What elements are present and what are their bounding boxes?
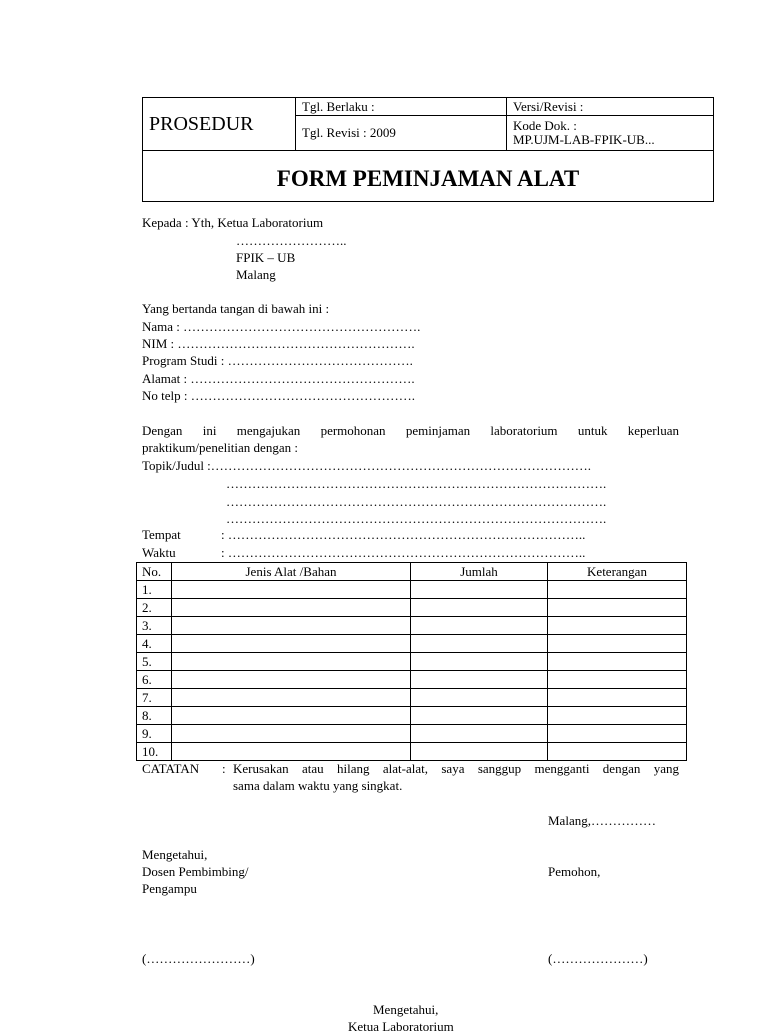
signature-left: (……………………) xyxy=(142,951,255,966)
catatan-label: CATATAN xyxy=(142,761,200,776)
keterangan-cell xyxy=(548,743,687,761)
row-number: 4. xyxy=(137,635,172,653)
mengetahui-2-label: Mengetahui, xyxy=(373,1002,439,1017)
row-number: 7. xyxy=(137,689,172,707)
keterangan-cell xyxy=(548,617,687,635)
col-header-jenis: Jenis Alat /Bahan xyxy=(172,563,411,581)
nim-field: NIM : ………………………………………………. xyxy=(142,336,415,351)
jenis-cell xyxy=(172,725,411,743)
table-row xyxy=(137,689,687,707)
table-row xyxy=(137,707,687,725)
place-date: Malang,…………… xyxy=(548,813,656,828)
jumlah-cell xyxy=(411,689,548,707)
keterangan-cell xyxy=(548,725,687,743)
waktu-label: Waktu xyxy=(142,545,176,560)
row-number: 3. xyxy=(137,617,172,635)
jenis-cell xyxy=(172,671,411,689)
table-row xyxy=(137,617,687,635)
table-row xyxy=(137,653,687,671)
topik-dots-1: ……………………………………………………………………………. xyxy=(226,476,607,491)
nama-field: Nama : ………………………………………………. xyxy=(142,319,421,334)
address-line-3: Malang xyxy=(236,267,276,282)
address-line-1: …………………….. xyxy=(236,233,347,248)
keterangan-cell xyxy=(548,707,687,725)
keterangan-cell xyxy=(548,635,687,653)
col-header-keterangan: Keterangan xyxy=(548,563,687,581)
ketua-label: Ketua Laboratorium xyxy=(348,1019,454,1034)
row-number: 9. xyxy=(137,725,172,743)
catatan-colon: : xyxy=(222,761,226,776)
catatan-line-1: Kerusakan atau hilang alat-alat, saya sanggup mengganti dengan yang xyxy=(233,761,679,776)
row-number: 6. xyxy=(137,671,172,689)
prosedur-label: PROSEDUR xyxy=(143,98,296,151)
jumlah-cell xyxy=(411,581,548,599)
signature-right: (…………………) xyxy=(548,951,648,966)
jenis-cell xyxy=(172,707,411,725)
table-row xyxy=(137,725,687,743)
table-row xyxy=(137,671,687,689)
tempat-label: Tempat xyxy=(142,527,181,542)
row-number: 2. xyxy=(137,599,172,617)
jenis-cell xyxy=(172,689,411,707)
kode-dok-label: Kode Dok. : xyxy=(513,118,577,133)
kode-dok-value: MP.UJM-LAB-FPIK-UB... xyxy=(513,132,655,147)
topik-field: Topik/Judul :……………………………………………………………………………. xyxy=(142,458,592,473)
keterangan-cell xyxy=(548,599,687,617)
request-paragraph-line-1: Dengan ini mengajukan permohonan peminjaman laboratorium untuk keperluan xyxy=(142,423,679,438)
jumlah-cell xyxy=(411,617,548,635)
jumlah-cell xyxy=(411,743,548,761)
jumlah-cell xyxy=(411,725,548,743)
jenis-cell xyxy=(172,743,411,761)
jenis-cell xyxy=(172,599,411,617)
jenis-cell xyxy=(172,653,411,671)
jenis-cell xyxy=(172,635,411,653)
jumlah-cell xyxy=(411,599,548,617)
mengetahui-label: Mengetahui, xyxy=(142,847,208,862)
jumlah-cell xyxy=(411,653,548,671)
jenis-cell xyxy=(172,581,411,599)
kode-dok xyxy=(507,116,714,151)
table-row xyxy=(137,635,687,653)
items-table xyxy=(136,562,687,761)
address-line-2: FPIK – UB xyxy=(236,250,296,265)
dosen-label-line-1: Dosen Pembimbing/ xyxy=(142,864,249,879)
pemohon-label: Pemohon, xyxy=(548,864,601,879)
row-number: 5. xyxy=(137,653,172,671)
col-header-no: No. xyxy=(137,563,172,581)
form-title: FORM PEMINJAMAN ALAT xyxy=(143,151,714,202)
telp-field: No telp : ……………………………………………. xyxy=(142,388,415,403)
keterangan-cell xyxy=(548,689,687,707)
topik-dots-2: ……………………………………………………………………………. xyxy=(226,494,607,509)
tgl-revisi: Tgl. Revisi : 2009 xyxy=(296,116,507,151)
jumlah-cell xyxy=(411,635,548,653)
jenis-cell xyxy=(172,617,411,635)
table-row xyxy=(137,581,687,599)
waktu-value: : ……………………………………………………………………….. xyxy=(221,545,586,560)
items-table-header xyxy=(137,563,687,581)
request-paragraph-line-2: praktikum/penelitian dengan : xyxy=(142,440,298,455)
jumlah-cell xyxy=(411,707,548,725)
alamat-field: Alamat : ……………………………………………. xyxy=(142,371,415,386)
keterangan-cell xyxy=(548,581,687,599)
table-row xyxy=(137,743,687,761)
row-number: 1. xyxy=(137,581,172,599)
row-number: 10. xyxy=(137,743,172,761)
kepada-line: Kepada : Yth, Ketua Laboratorium xyxy=(142,215,324,230)
jumlah-cell xyxy=(411,671,548,689)
tempat-value: : ……………………………………………………………………….. xyxy=(221,527,586,542)
keterangan-cell xyxy=(548,671,687,689)
header-table xyxy=(142,97,714,202)
dosen-label-line-2: Pengampu xyxy=(142,881,197,896)
identity-intro: Yang bertanda tangan di bawah ini : xyxy=(142,301,330,316)
catatan-line-2: sama dalam waktu yang singkat. xyxy=(233,778,403,793)
prodi-field: Program Studi : ……………………………………. xyxy=(142,353,413,368)
table-row xyxy=(137,599,687,617)
topik-dots-3: ……………………………………………………………………………. xyxy=(226,511,607,526)
versi-revisi: Versi/Revisi : xyxy=(507,98,714,116)
tgl-berlaku: Tgl. Berlaku : xyxy=(296,98,507,116)
col-header-jumlah: Jumlah xyxy=(411,563,548,581)
keterangan-cell xyxy=(548,653,687,671)
row-number: 8. xyxy=(137,707,172,725)
